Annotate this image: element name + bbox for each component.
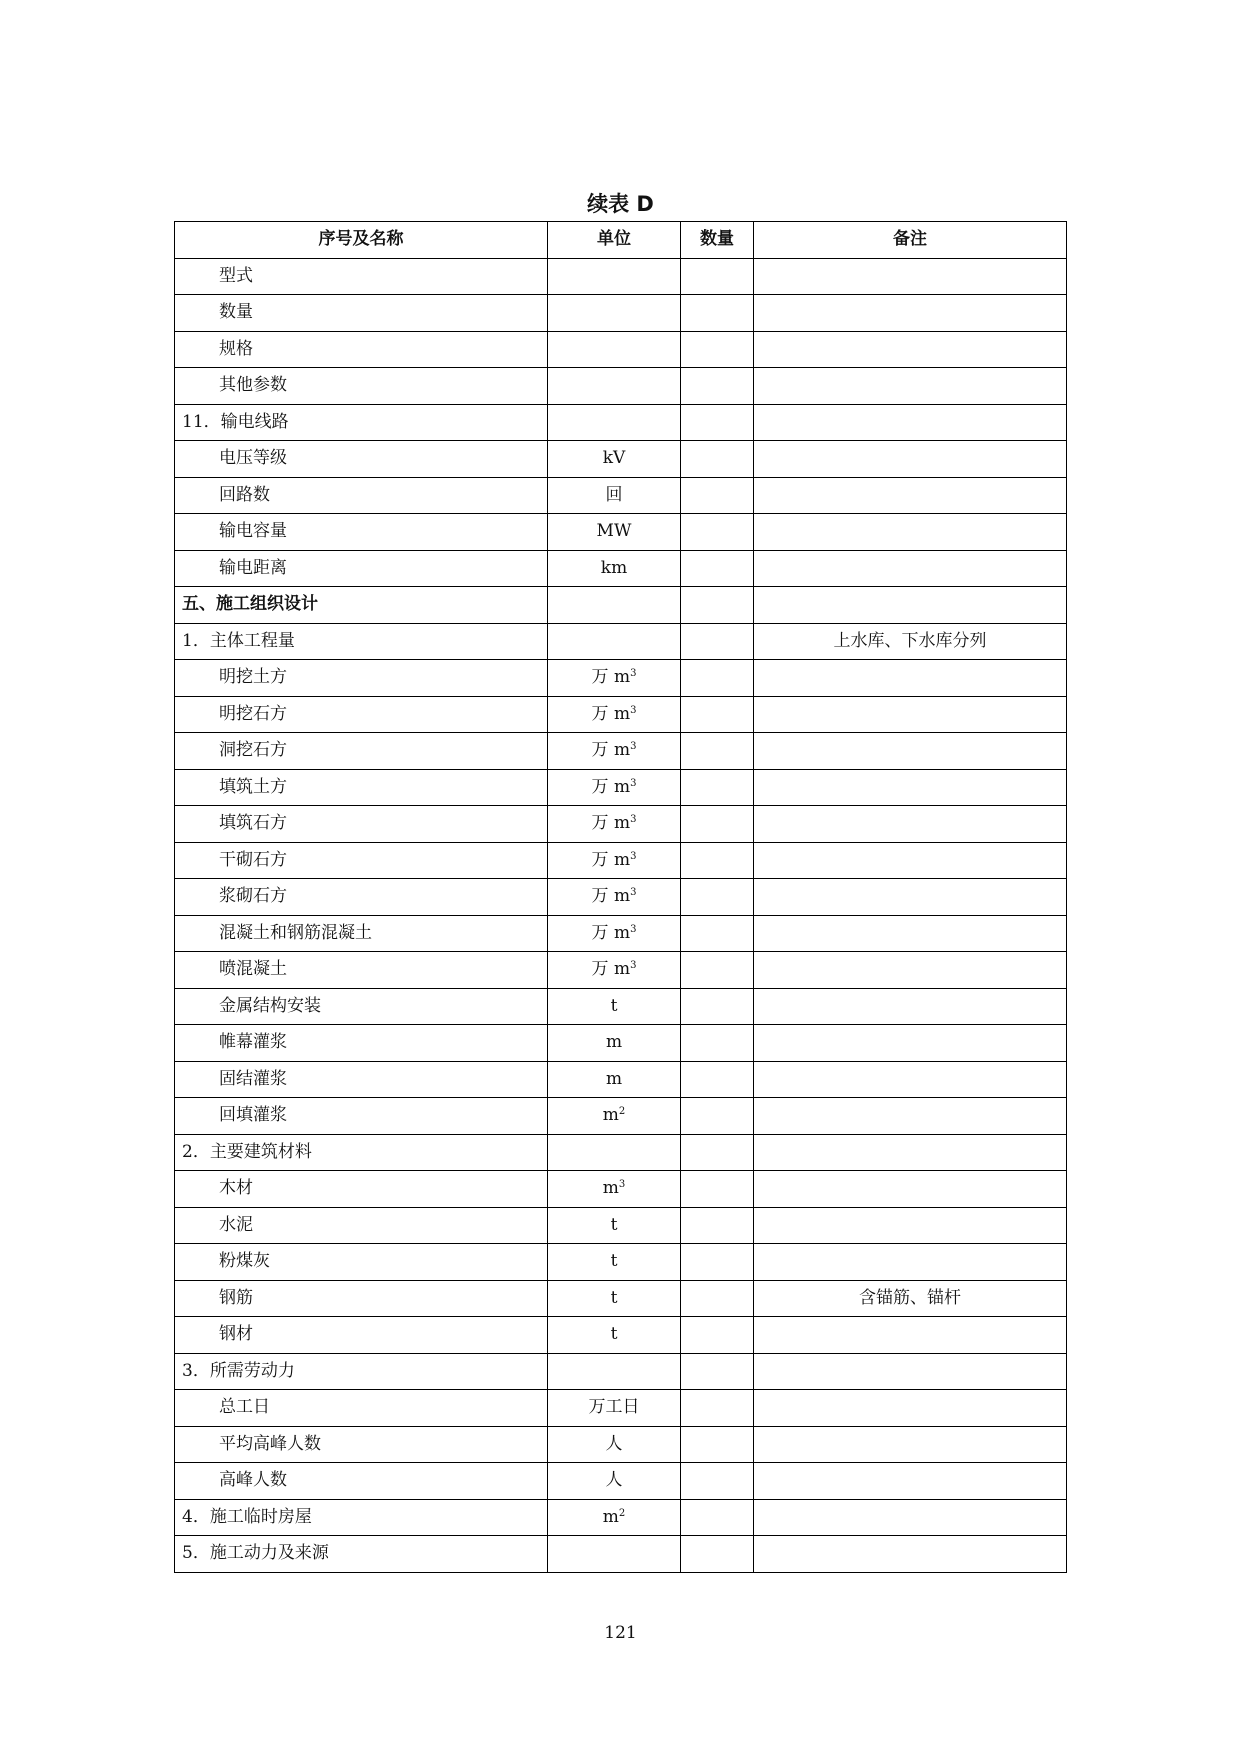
- table-row: [175, 295, 1067, 332]
- row-unit-cell: [548, 1426, 681, 1463]
- unit-superscript: 3: [630, 850, 637, 862]
- row-qty-cell: [681, 660, 754, 697]
- row-note-cell: [754, 1061, 1067, 1098]
- unit-text: 万 m: [591, 886, 631, 907]
- row-name-cell: 固结灌浆: [175, 1061, 548, 1098]
- unit-text: 万 m: [591, 776, 631, 797]
- row-name-cell: 喷混凝土: [175, 952, 548, 989]
- row-qty-cell: [681, 550, 754, 587]
- row-note-cell: [754, 331, 1067, 368]
- row-note-cell: [754, 842, 1067, 879]
- table-row: [175, 842, 1067, 879]
- table-row: [175, 1353, 1067, 1390]
- row-unit-cell: [548, 1171, 681, 1208]
- unit-superscript: 2: [618, 1507, 626, 1519]
- row-qty-cell: [681, 1171, 754, 1208]
- row-name-cell: 干砌石方: [175, 842, 548, 879]
- table-row: [175, 1207, 1067, 1244]
- row-name-cell: 电压等级: [175, 441, 548, 478]
- row-unit-cell: [548, 404, 681, 441]
- table-row: [175, 331, 1067, 368]
- row-qty-cell: [681, 587, 754, 624]
- row-unit-cell: [548, 514, 681, 551]
- unit-superscript: 3: [630, 923, 637, 935]
- table-header-row: [175, 222, 1067, 259]
- row-name-cell: 填筑石方: [175, 806, 548, 843]
- table-row: [175, 1499, 1067, 1536]
- table-row: [175, 1171, 1067, 1208]
- table-row: [175, 1463, 1067, 1500]
- row-note-cell: [754, 550, 1067, 587]
- table-row: [175, 1134, 1067, 1171]
- table-row: [175, 660, 1067, 697]
- row-unit-cell: [548, 1025, 681, 1062]
- unit-superscript: 2: [618, 1106, 626, 1118]
- table-row: [175, 806, 1067, 843]
- row-name-cell: 输电容量: [175, 514, 548, 551]
- row-name-cell: 浆砌石方: [175, 879, 548, 916]
- row-note-cell: [754, 404, 1067, 441]
- row-note-cell: [754, 258, 1067, 295]
- row-unit-cell: [548, 1134, 681, 1171]
- row-name-cell: 5．施工动力及来源: [175, 1536, 548, 1573]
- column-header-name: 序号及名称: [175, 222, 548, 259]
- row-note-cell: [754, 1317, 1067, 1354]
- row-name-cell: 平均高峰人数: [175, 1426, 548, 1463]
- unit-text: 人: [605, 1470, 623, 1491]
- unit-text: km: [600, 557, 628, 578]
- table-row: [175, 1244, 1067, 1281]
- row-unit-cell: [548, 1390, 681, 1427]
- row-note-cell: [754, 1499, 1067, 1536]
- row-unit-cell: [548, 988, 681, 1025]
- row-note-cell: [754, 733, 1067, 770]
- row-unit-cell: [548, 1280, 681, 1317]
- row-name-cell: 总工日: [175, 1390, 548, 1427]
- table-row: [175, 514, 1067, 551]
- row-note-cell: [754, 368, 1067, 405]
- unit-text: t: [610, 1214, 618, 1235]
- row-note-cell: [754, 441, 1067, 478]
- row-qty-cell: [681, 477, 754, 514]
- table-row: [175, 988, 1067, 1025]
- row-unit-cell: [548, 879, 681, 916]
- row-note-cell: [754, 1134, 1067, 1171]
- unit-superscript: 3: [630, 777, 637, 789]
- row-unit-cell: [548, 733, 681, 770]
- unit-text: 万 m: [591, 959, 631, 980]
- row-name-cell: 木材: [175, 1171, 548, 1208]
- row-qty-cell: [681, 879, 754, 916]
- row-unit-cell: [548, 842, 681, 879]
- row-qty-cell: [681, 623, 754, 660]
- row-name-cell: 混凝土和钢筋混凝土: [175, 915, 548, 952]
- table-row: [175, 696, 1067, 733]
- row-qty-cell: [681, 331, 754, 368]
- table-row: [175, 1536, 1067, 1573]
- unit-superscript: 3: [618, 1179, 626, 1191]
- unit-text: m: [602, 1105, 619, 1126]
- table-row: [175, 623, 1067, 660]
- row-qty-cell: [681, 1098, 754, 1135]
- row-unit-cell: [548, 1207, 681, 1244]
- unit-text: t: [610, 1287, 618, 1308]
- row-unit-cell: [548, 295, 681, 332]
- row-unit-cell: [548, 1098, 681, 1135]
- row-name-cell: 明挖石方: [175, 696, 548, 733]
- table-body: [175, 258, 1067, 1572]
- row-name-cell: 钢材: [175, 1317, 548, 1354]
- unit-text: t: [610, 1324, 618, 1345]
- table-row: [175, 1025, 1067, 1062]
- row-note-cell: [754, 1207, 1067, 1244]
- row-qty-cell: [681, 514, 754, 551]
- row-qty-cell: [681, 404, 754, 441]
- table-row: [175, 477, 1067, 514]
- row-note-cell: [754, 660, 1067, 697]
- row-qty-cell: [681, 988, 754, 1025]
- row-qty-cell: [681, 1536, 754, 1573]
- unit-superscript: 3: [630, 887, 637, 899]
- row-name-cell: 1．主体工程量: [175, 623, 548, 660]
- row-unit-cell: [548, 587, 681, 624]
- page-number: 121: [604, 1623, 637, 1643]
- row-qty-cell: [681, 842, 754, 879]
- unit-text: m: [602, 1506, 619, 1527]
- spec-table: [174, 221, 1067, 1573]
- row-unit-cell: [548, 1463, 681, 1500]
- row-name-cell: 填筑土方: [175, 769, 548, 806]
- row-qty-cell: [681, 769, 754, 806]
- row-unit-cell: [548, 477, 681, 514]
- row-unit-cell: [548, 1061, 681, 1098]
- unit-text: t: [610, 995, 618, 1016]
- row-qty-cell: [681, 441, 754, 478]
- row-name-cell: 数量: [175, 295, 548, 332]
- table-row: [175, 1061, 1067, 1098]
- unit-text: t: [610, 1251, 618, 1272]
- unit-text: 人: [605, 1433, 623, 1454]
- row-note-cell: [754, 1536, 1067, 1573]
- row-note-cell: [754, 1390, 1067, 1427]
- row-note-cell: [754, 1426, 1067, 1463]
- row-name-cell: 钢筋: [175, 1280, 548, 1317]
- row-unit-cell: [548, 1317, 681, 1354]
- table-row: [175, 441, 1067, 478]
- row-qty-cell: [681, 1499, 754, 1536]
- row-name-cell: 粉煤灰: [175, 1244, 548, 1281]
- row-qty-cell: [681, 1061, 754, 1098]
- row-note-cell: [754, 1353, 1067, 1390]
- row-note-cell: [754, 915, 1067, 952]
- row-note-cell: [754, 587, 1067, 624]
- unit-text: 万 m: [591, 740, 631, 761]
- table-row: [175, 1280, 1067, 1317]
- table-row: [175, 879, 1067, 916]
- unit-text: MW: [596, 521, 632, 542]
- row-unit-cell: [548, 806, 681, 843]
- table-row: [175, 404, 1067, 441]
- row-qty-cell: [681, 733, 754, 770]
- row-unit-cell: [548, 441, 681, 478]
- table-row: [175, 1098, 1067, 1135]
- unit-superscript: 3: [630, 668, 637, 680]
- row-name-cell: 回填灌浆: [175, 1098, 548, 1135]
- row-name-cell: 2．主要建筑材料: [175, 1134, 548, 1171]
- row-name-cell: 水泥: [175, 1207, 548, 1244]
- table-row: [175, 1426, 1067, 1463]
- row-name-cell: 型式: [175, 258, 548, 295]
- row-unit-cell: [548, 1536, 681, 1573]
- unit-text: 回: [605, 484, 623, 505]
- row-qty-cell: [681, 258, 754, 295]
- row-qty-cell: [681, 1426, 754, 1463]
- table-row: [175, 733, 1067, 770]
- row-name-cell: 五、施工组织设计: [175, 587, 548, 624]
- table-row: [175, 952, 1067, 989]
- row-unit-cell: [548, 696, 681, 733]
- table-title: 续表 D: [587, 192, 654, 216]
- unit-superscript: 3: [630, 741, 637, 753]
- row-note-cell: [754, 769, 1067, 806]
- row-qty-cell: [681, 1390, 754, 1427]
- row-name-cell: 洞挖石方: [175, 733, 548, 770]
- unit-text: 万工日: [588, 1397, 640, 1418]
- row-qty-cell: [681, 952, 754, 989]
- row-note-cell: [754, 1098, 1067, 1135]
- row-note-cell: [754, 696, 1067, 733]
- row-name-cell: 11．输电线路: [175, 404, 548, 441]
- row-unit-cell: [548, 623, 681, 660]
- unit-superscript: 3: [630, 814, 637, 826]
- row-note-cell: [754, 514, 1067, 551]
- row-name-cell: 明挖土方: [175, 660, 548, 697]
- row-qty-cell: [681, 1134, 754, 1171]
- row-note-cell: [754, 806, 1067, 843]
- row-note-cell: [754, 295, 1067, 332]
- row-qty-cell: [681, 806, 754, 843]
- table-row: [175, 587, 1067, 624]
- table-row: [175, 550, 1067, 587]
- row-name-cell: 帷幕灌浆: [175, 1025, 548, 1062]
- row-name-cell: 金属结构安装: [175, 988, 548, 1025]
- row-unit-cell: [548, 550, 681, 587]
- row-qty-cell: [681, 295, 754, 332]
- unit-text: 万 m: [591, 922, 631, 943]
- unit-text: m: [605, 1068, 623, 1089]
- column-header-note: 备注: [754, 222, 1067, 259]
- row-note-cell: [754, 1171, 1067, 1208]
- row-note-cell: [754, 1463, 1067, 1500]
- row-name-cell: 其他参数: [175, 368, 548, 405]
- row-name-cell: 规格: [175, 331, 548, 368]
- row-qty-cell: [681, 1025, 754, 1062]
- row-name-cell: 3．所需劳动力: [175, 1353, 548, 1390]
- row-unit-cell: [548, 952, 681, 989]
- row-name-cell: 输电距离: [175, 550, 548, 587]
- column-header-unit: 单位: [548, 222, 681, 259]
- row-note-cell: 上水库、下水库分列: [754, 623, 1067, 660]
- row-unit-cell: [548, 769, 681, 806]
- row-note-cell: [754, 988, 1067, 1025]
- row-note-cell: [754, 1025, 1067, 1062]
- row-note-cell: [754, 477, 1067, 514]
- row-qty-cell: [681, 368, 754, 405]
- row-qty-cell: [681, 1244, 754, 1281]
- row-qty-cell: [681, 1317, 754, 1354]
- row-qty-cell: [681, 915, 754, 952]
- row-note-cell: [754, 952, 1067, 989]
- table-row: [175, 915, 1067, 952]
- row-unit-cell: [548, 331, 681, 368]
- table-row: [175, 258, 1067, 295]
- row-name-cell: 4．施工临时房屋: [175, 1499, 548, 1536]
- table-row: [175, 1390, 1067, 1427]
- row-unit-cell: [548, 1499, 681, 1536]
- row-note-cell: 含锚筋、锚杆: [754, 1280, 1067, 1317]
- row-unit-cell: [548, 368, 681, 405]
- unit-superscript: 3: [630, 960, 637, 972]
- unit-superscript: 3: [630, 704, 637, 716]
- row-qty-cell: [681, 696, 754, 733]
- row-note-cell: [754, 1244, 1067, 1281]
- unit-text: 万 m: [591, 849, 631, 870]
- row-unit-cell: [548, 1353, 681, 1390]
- unit-text: kV: [602, 448, 626, 469]
- row-qty-cell: [681, 1280, 754, 1317]
- column-header-qty: 数量: [681, 222, 754, 259]
- row-unit-cell: [548, 660, 681, 697]
- unit-text: m: [602, 1178, 619, 1199]
- row-name-cell: 高峰人数: [175, 1463, 548, 1500]
- row-unit-cell: [548, 1244, 681, 1281]
- unit-text: 万 m: [591, 703, 631, 724]
- unit-text: 万 m: [591, 813, 631, 834]
- table-row: [175, 1317, 1067, 1354]
- table-row: [175, 368, 1067, 405]
- row-unit-cell: [548, 258, 681, 295]
- row-unit-cell: [548, 915, 681, 952]
- row-note-cell: [754, 879, 1067, 916]
- row-qty-cell: [681, 1463, 754, 1500]
- row-qty-cell: [681, 1353, 754, 1390]
- row-name-cell: 回路数: [175, 477, 548, 514]
- unit-text: 万 m: [591, 667, 631, 688]
- unit-text: m: [605, 1032, 623, 1053]
- row-qty-cell: [681, 1207, 754, 1244]
- table-row: [175, 769, 1067, 806]
